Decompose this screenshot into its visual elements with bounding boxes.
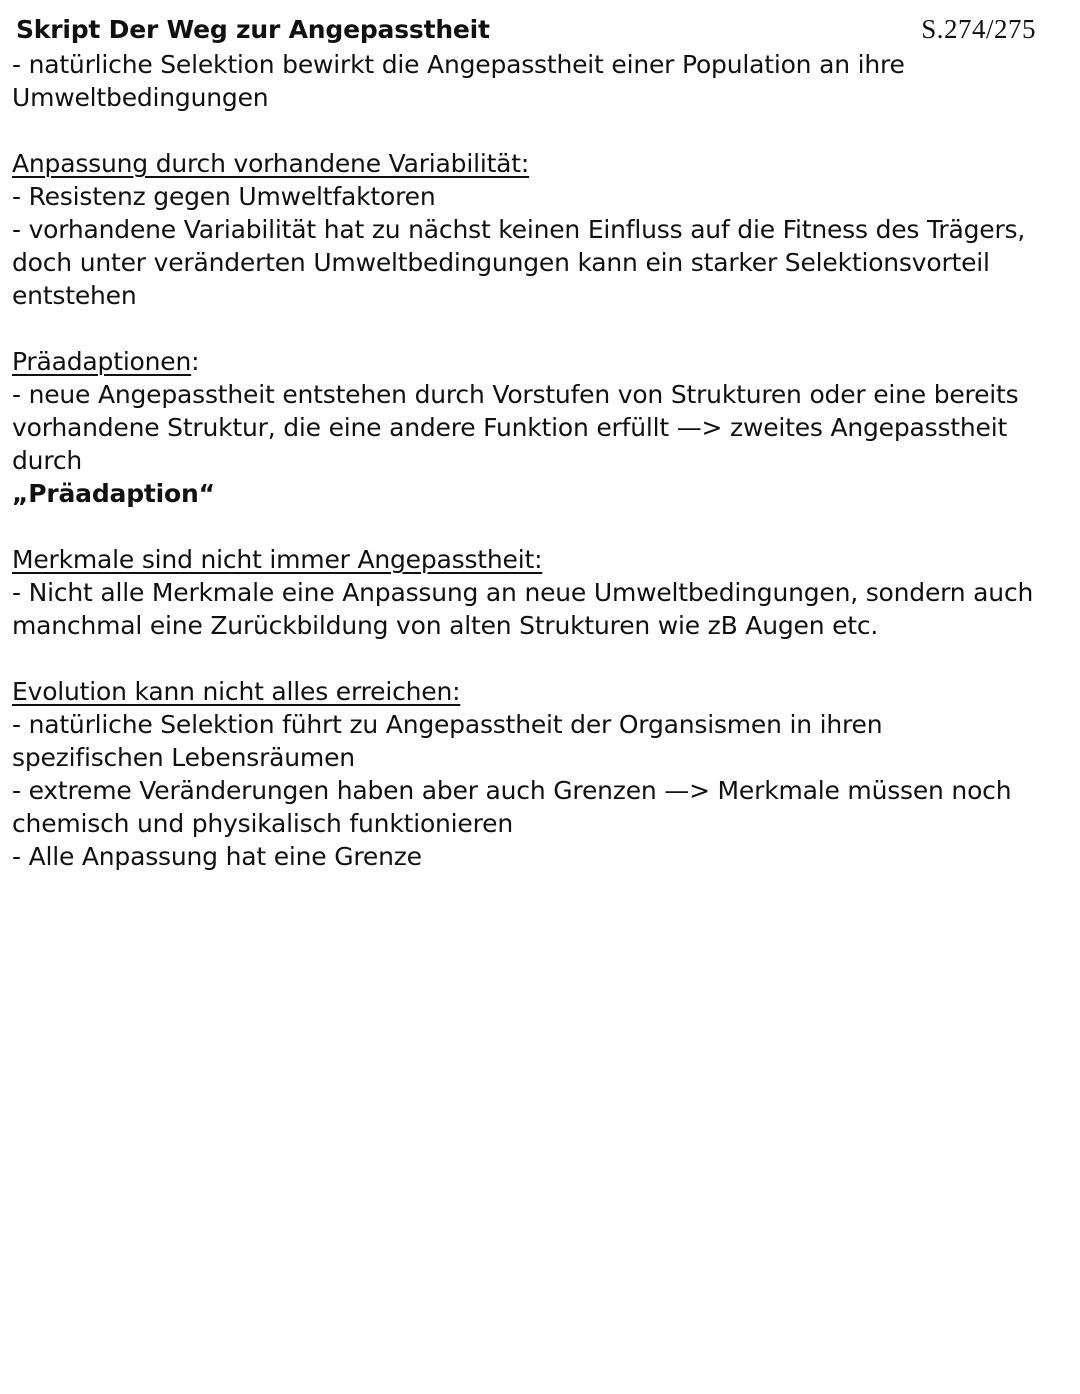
section-anpassung-variabilitaet (12, 147, 1036, 312)
section-evolution-grenzen (12, 675, 1036, 873)
bullet-line: - natürliche Selektion führt zu Angepasstheit der Organsismen in ihren spezifischen Lebensräumen (12, 710, 883, 772)
document-header (12, 14, 1036, 48)
bullet-line: - Alle Anpassung hat eine Grenze (12, 842, 422, 871)
section-heading: Präadaptionen (12, 347, 192, 376)
bullet-line: - Resistenz gegen Umweltfaktoren (12, 182, 436, 211)
section-heading: Evolution kann nicht alles erreichen: (12, 677, 461, 706)
bullet-line: - extreme Veränderungen haben aber auch Grenzen —> Merkmale müssen noch chemisch und physikalisch funktionieren (12, 776, 1012, 838)
bullet-line (12, 378, 1036, 510)
section-praeadaptionen (12, 345, 1036, 510)
heading-colon: : (191, 347, 200, 376)
page-reference: S.274/275 (921, 14, 1036, 44)
section-heading: Merkmale sind nicht immer Angepasstheit: (12, 545, 543, 574)
section-heading: Anpassung durch vorhandene Variabilität: (12, 149, 530, 178)
bold-term: „Präadaption“ (12, 479, 215, 508)
bullet-line: - Nicht alle Merkmale eine Anpassung an neue Umweltbedingungen, sondern auch manchmal eine Zurückbildung von alten Strukturen wie zB Augen etc. (12, 578, 1034, 640)
section-merkmale (12, 543, 1036, 642)
intro-paragraph: - natürliche Selektion bewirkt die Angepasstheit einer Population an ihre Umweltbedingungen (12, 50, 905, 112)
document-title: Skript Der Weg zur Angepasstheit (16, 15, 490, 44)
bullet-line: - vorhandene Variabilität hat zu nächst keinen Einfluss auf die Fitness des Trägers, doch unter veränderten Umweltbedingungen kann ein starker Selektionsvorteil entstehen (12, 215, 1026, 310)
bullet-text: - neue Angepasstheit entstehen durch Vorstufen von Strukturen oder eine bereits vorhandene Struktur, die eine andere Funktion erfüllt —> zweites Angepasstheit durch (12, 380, 1019, 475)
